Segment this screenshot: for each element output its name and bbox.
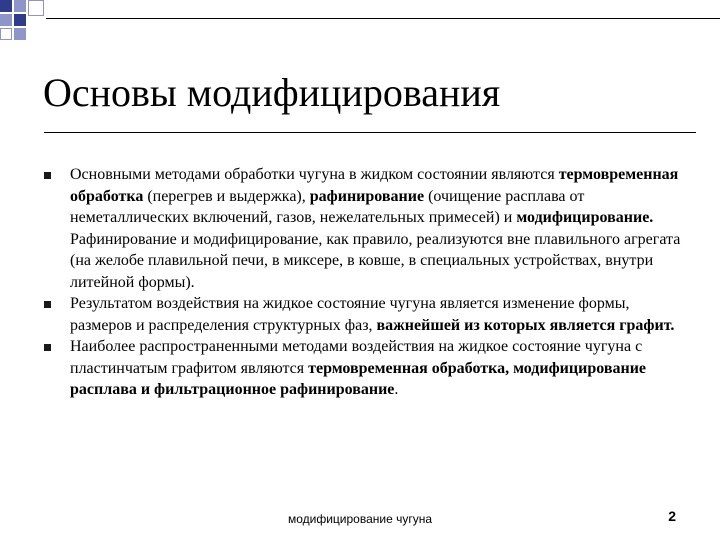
bullet-item	[44, 164, 684, 293]
bullet-segment: (очищение расплава от неметаллических включений, газов, нежелательных примесей) и	[70, 187, 585, 226]
bullet-item	[44, 336, 684, 401]
bullet-item	[44, 293, 684, 336]
bullet-segment: термовременная обработка, модифицирование расплава и фильтрационное рафинирование	[70, 359, 647, 398]
bullet-segment: Основными методами обработки чугуна в жидком состоянии являются	[70, 166, 559, 183]
corner-decoration-square	[14, 28, 26, 40]
corner-decoration-square	[0, 0, 12, 12]
corner-decoration-square	[0, 28, 12, 40]
square-bullet-icon	[44, 344, 51, 351]
corner-decoration-square	[0, 14, 12, 26]
square-bullet-icon	[44, 301, 51, 308]
title-divider	[44, 132, 696, 133]
bullet-segment: рафинирование	[309, 187, 425, 205]
slide-title: Основы модифицирования	[43, 70, 501, 115]
bullet-segment: .	[394, 381, 399, 398]
bullet-list	[44, 164, 684, 401]
bullet-segment: модифицирование.	[516, 209, 654, 226]
corner-decoration-square	[28, 0, 44, 16]
corner-decoration-square	[14, 14, 26, 26]
bullet-segment: Наиболее распространенными методами воздействия на жидкое состояние чугуна с пластинчатым графитом являются	[70, 338, 643, 377]
footer-text: модифицирование чугуна	[287, 512, 433, 526]
corner-decoration-square	[14, 0, 26, 12]
bullet-segment: Рафинирование и модифицирование, как правило, реализуются вне плавильного агрегата (на желобе плавильной печи, в миксере, в ковше, в специальных устройствах, внутри литейной формы).	[70, 230, 681, 291]
top-divider	[46, 18, 720, 19]
bullet-segment: важнейшей из которых является графит.	[376, 316, 675, 334]
bullet-segment: Результатом воздействия на жидкое состояние чугуна является изменение формы, размеров и распределения структурных фаз,	[70, 295, 630, 334]
bullet-text	[70, 338, 646, 398]
bullet-segment: (перегрев и выдержка),	[143, 187, 310, 205]
bullet-text	[70, 295, 674, 334]
bullet-segment: термовременная обработка	[70, 166, 679, 205]
square-bullet-icon	[44, 172, 51, 179]
bullet-text	[70, 166, 680, 291]
page-number: 2	[668, 508, 676, 524]
